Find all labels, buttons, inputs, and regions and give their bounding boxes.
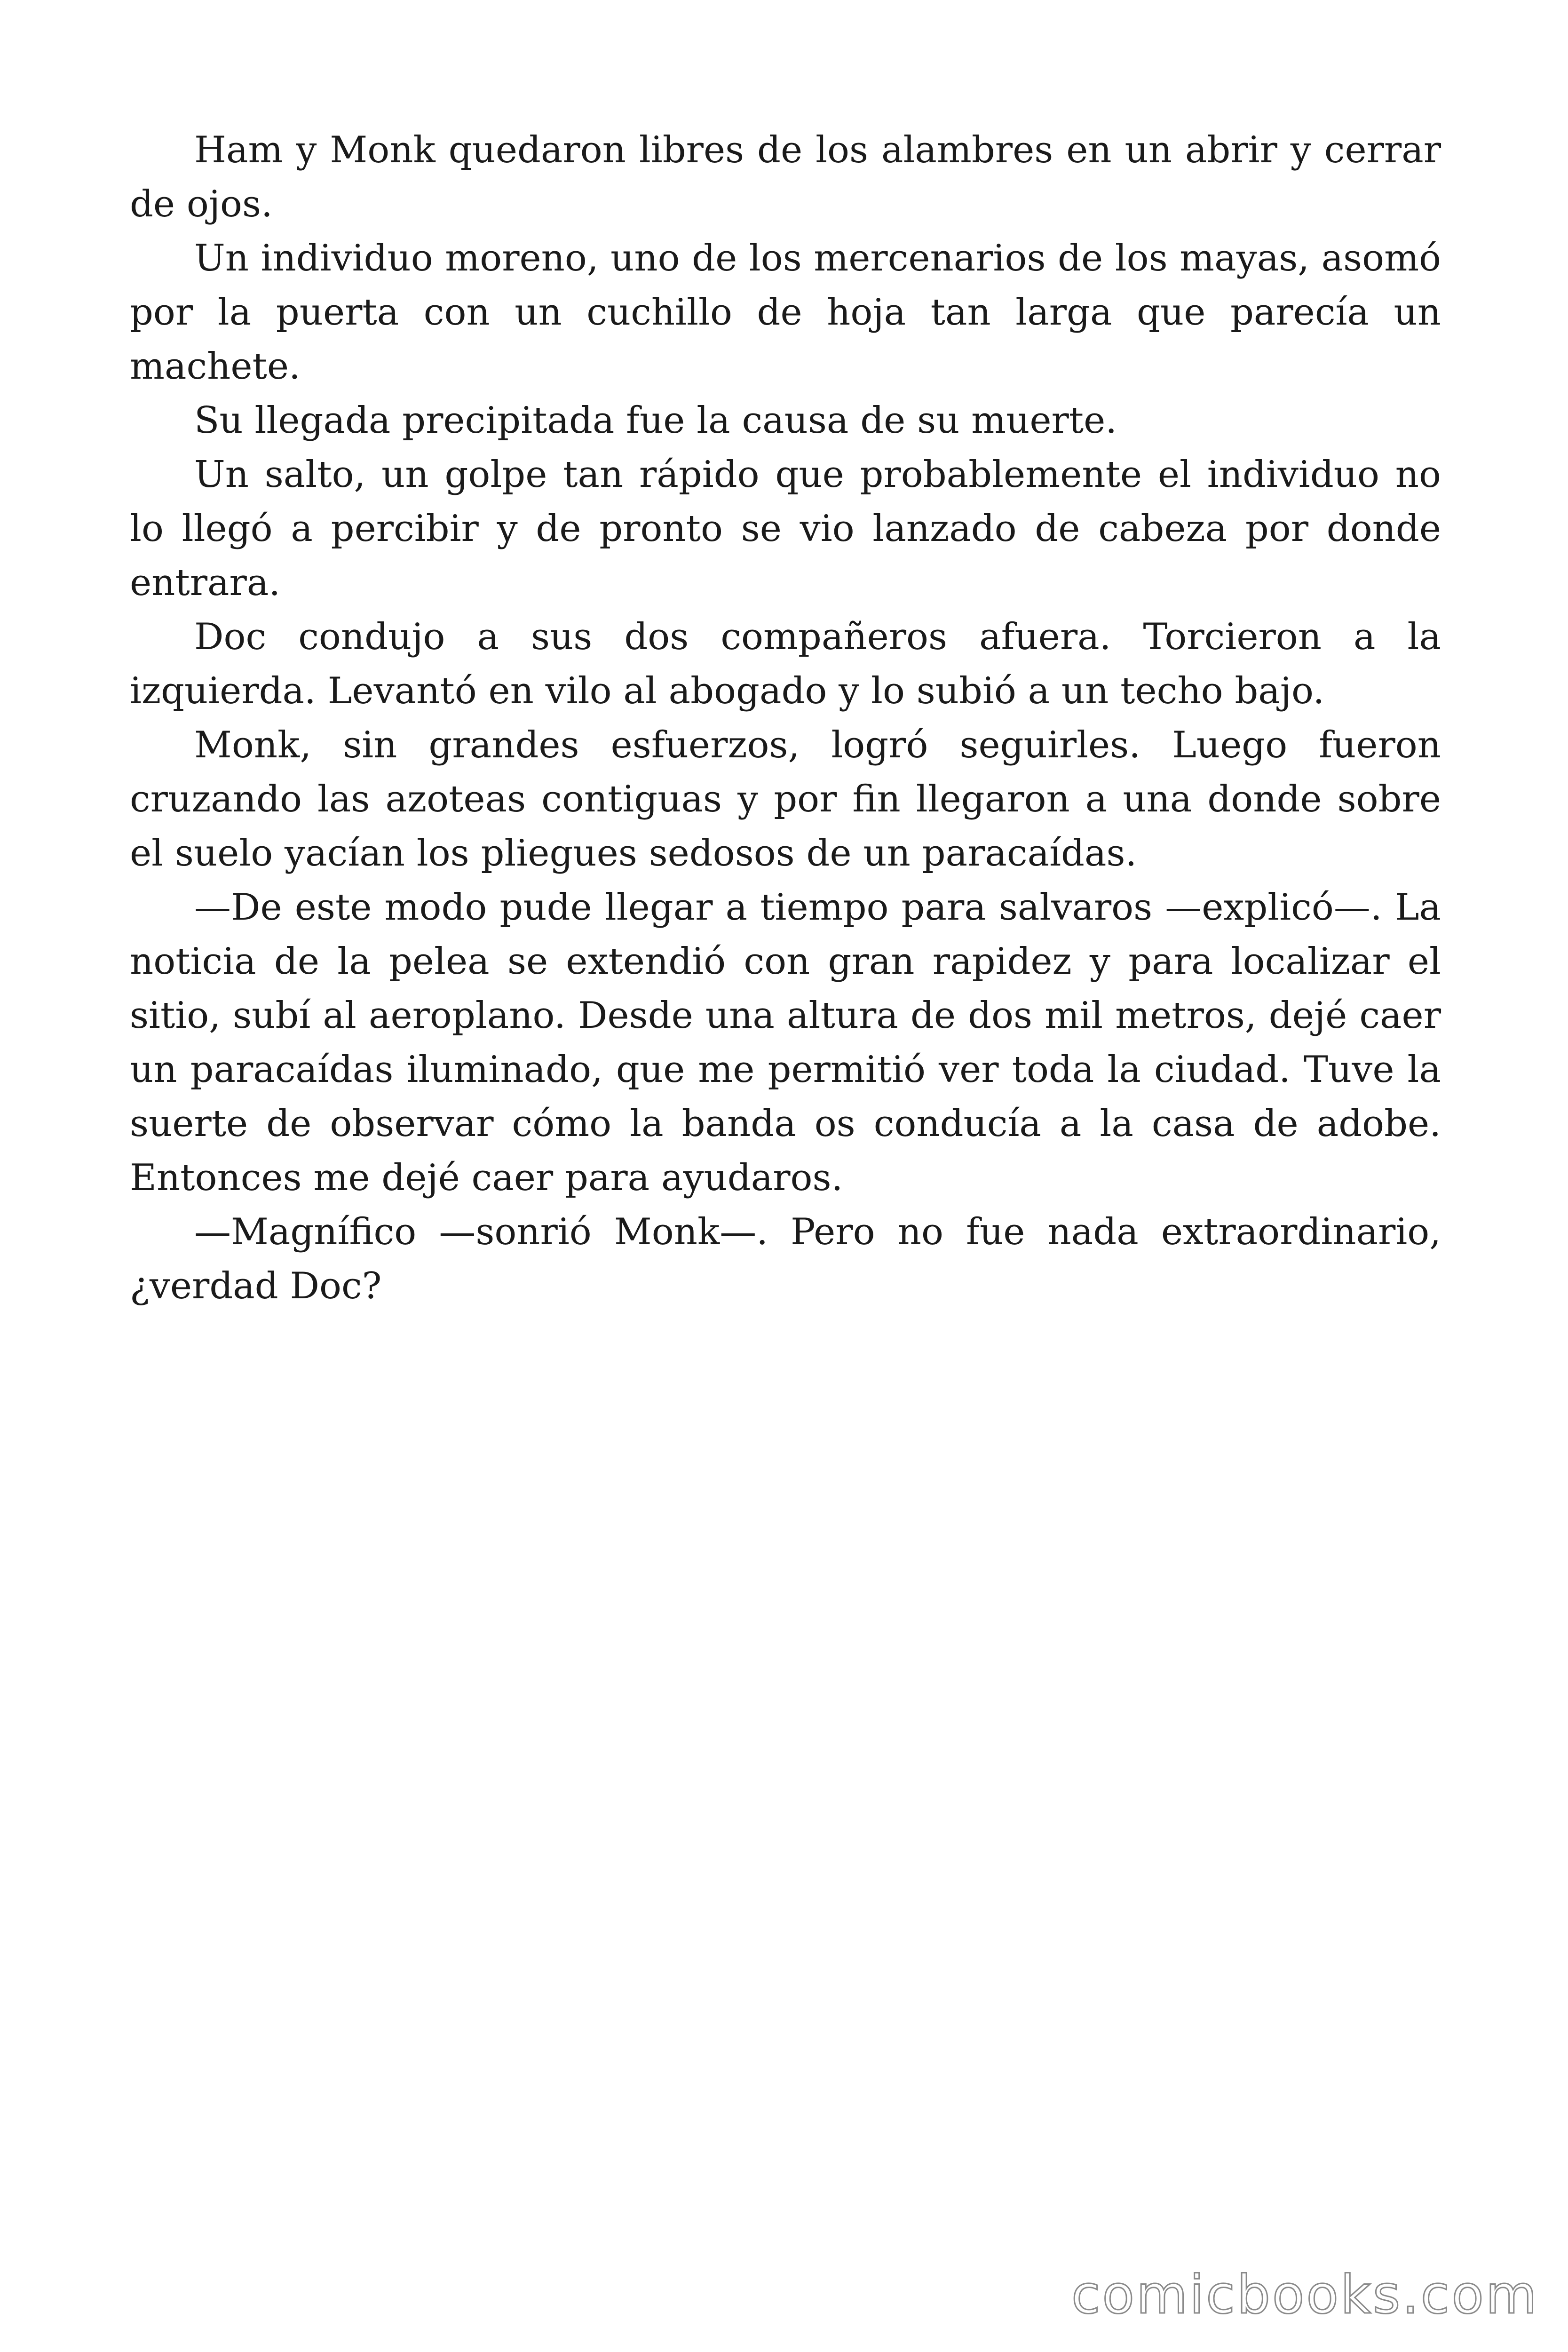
paragraph: Doc condujo a sus dos compañeros afuera. Torcieron a la izquierda. Levantó en vilo al abogado y lo subió a un techo bajo.	[130, 616, 1441, 712]
watermark: comicbooks.com	[1071, 2265, 1539, 2326]
body-text	[130, 123, 1441, 1313]
paragraph: Un salto, un golpe tan rápido que probablemente el individuo no lo llegó a percibir y de pronto se vio lanzado de cabeza por donde entrara.	[130, 453, 1441, 604]
paragraph: Ham y Monk quedaron libres de los alambres en un abrir y cerrar de ojos.	[130, 129, 1441, 225]
paragraph: Un individuo moreno, uno de los mercenarios de los mayas, asomó por la puerta con un cuchillo de hoja tan larga que parecía un machete.	[130, 237, 1441, 388]
paragraph: —De este modo pude llegar a tiempo para salvaros —explicó—. La noticia de la pelea se extendió con gran rapidez y para localizar el sitio, subí al aeroplano. Desde una altura de dos mil metros, dejé caer un paracaídas iluminado, que me permitió ver toda la ciudad. Tuve la suerte de observar cómo la banda os conducía a la casa de adobe. Entonces me dejé caer para ayudaros.	[130, 886, 1441, 1199]
paragraph: Monk, sin grandes esfuerzos, logró seguirles. Luego fueron cruzando las azoteas contiguas y por fin llegaron a una donde sobre el suelo yacían los pliegues sedosos de un paracaídas.	[130, 724, 1441, 874]
paragraph: Su llegada precipitada fue la causa de su muerte.	[194, 399, 1117, 442]
paragraph: —Magnífico —sonrió Monk—. Pero no fue nada extraordinario, ¿verdad Doc?	[130, 1211, 1441, 1307]
